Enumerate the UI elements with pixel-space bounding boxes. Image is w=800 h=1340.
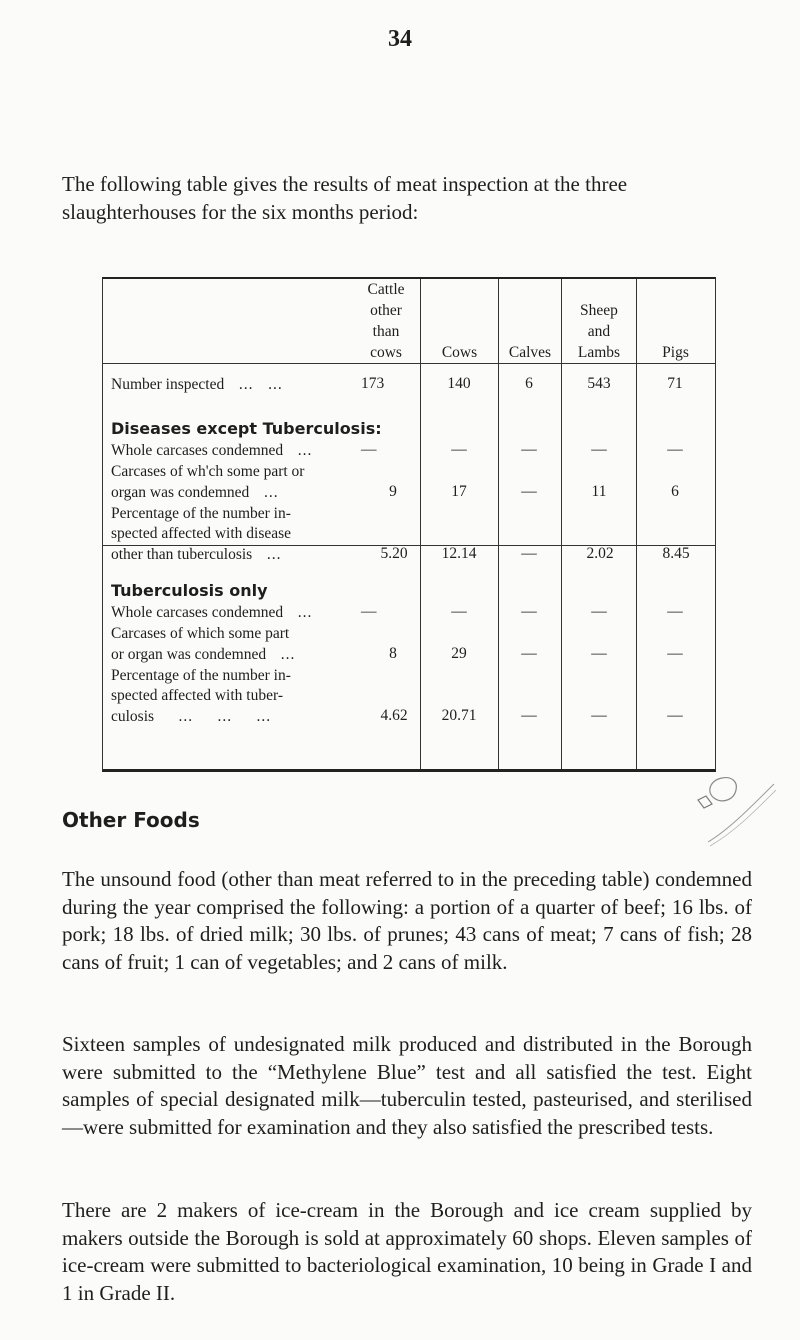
- row-label: [111, 545, 281, 565]
- row-label-number-inspected: [111, 375, 283, 395]
- meat-inspection-table: [102, 277, 716, 772]
- label-text: Whole carcases condemned: [111, 442, 284, 459]
- cell: —: [591, 441, 607, 458]
- section-title-diseases: Diseases except Tuberculosis:: [111, 419, 382, 438]
- leader-dots: ...: [266, 646, 296, 663]
- row-label: spected affected with disease: [111, 525, 292, 542]
- cell: 12.14: [441, 545, 477, 562]
- cell: —: [521, 603, 537, 620]
- page-number: 34: [388, 26, 412, 52]
- row-label: [111, 483, 279, 503]
- cell: —: [667, 441, 683, 458]
- cell: 173: [361, 375, 385, 392]
- cell: —: [521, 483, 537, 500]
- leader-dots: ...: [249, 484, 279, 501]
- label-text: Whole carcases condemned: [111, 604, 284, 621]
- cell: 20.71: [441, 707, 477, 724]
- cell: 5.20: [380, 545, 408, 562]
- cell: 140: [447, 375, 471, 392]
- row-label: [111, 707, 271, 727]
- cell: 71: [667, 375, 683, 392]
- label-text: Number inspected: [111, 376, 225, 393]
- label-text: or organ was condemned: [111, 646, 267, 663]
- cell: 4.62: [380, 707, 408, 724]
- leader-dots: ... ... ...: [154, 708, 272, 725]
- label-text: organ was condemned: [111, 484, 250, 501]
- cell: —: [521, 645, 537, 662]
- header-sheep: [562, 300, 636, 363]
- cell: 6: [671, 483, 679, 500]
- label-text: other than tuberculosis: [111, 546, 253, 563]
- cell: 9: [389, 483, 397, 500]
- header-cattle-line: Cattle: [367, 281, 405, 298]
- library-stamp-mark: [688, 770, 778, 850]
- row-label: Carcases of which some part: [111, 625, 290, 642]
- row-label: Percentage of the number in-: [111, 505, 291, 522]
- leader-dots: ... ...: [224, 376, 283, 393]
- header-pigs: Pigs: [662, 344, 689, 361]
- row-label: [111, 441, 312, 461]
- leader-dots: ...: [283, 442, 313, 459]
- header-sheep-line: Lambs: [577, 344, 621, 361]
- leader-dots: ...: [283, 604, 313, 621]
- header-cattle-line: other: [370, 302, 402, 319]
- section-title-tuberculosis: Tuberculosis only: [111, 581, 268, 600]
- header-rule: [103, 363, 715, 364]
- cell: —: [591, 707, 607, 724]
- row-label: Carcases of wh'ch some part or: [111, 463, 305, 480]
- header-cattle-line: cows: [370, 344, 402, 361]
- cell: 8: [389, 645, 397, 662]
- row-label: [111, 645, 295, 665]
- header-cattle: [353, 279, 419, 363]
- cell: —: [667, 603, 683, 620]
- cell: —: [667, 707, 683, 724]
- intro-text: The following table gives the results of meat inspection at the three slaughterhouses for the six months period:: [62, 172, 628, 224]
- cell: —: [521, 441, 537, 458]
- cell: 8.45: [662, 545, 690, 562]
- other-foods-heading: Other Foods: [62, 808, 200, 832]
- cell: —: [451, 441, 467, 458]
- cell: —: [667, 645, 683, 662]
- row-label: Percentage of the number in-: [111, 667, 291, 684]
- cell: —: [451, 603, 467, 620]
- header-cattle-line: than: [372, 323, 400, 340]
- cell: 29: [451, 645, 467, 662]
- leader-dots: ...: [252, 546, 282, 563]
- paragraph-ice-cream: There are 2 makers of ice-cream in the Borough and ice cream supplied by makers outside the Borough is sold at approximately 60 shops. Eleven samples of ice-cream were submitted to bacteriological examination, 10 being in Grade I and 1 in Grade II.: [62, 1198, 752, 1305]
- cell: 17: [451, 483, 467, 500]
- cell: —: [521, 707, 537, 724]
- cell: —: [361, 603, 377, 620]
- paragraph-milk-samples: Sixteen samples of undesignated milk produced and distributed in the Borough were submitted to the “Methylene Blue” test and all satisfied the test. Eight samples of special designated milk—tuberculin tested, pasteurised, and sterilised —were submitted for examination and they also satisfied the prescribed tests.: [62, 1032, 752, 1139]
- row-label: spected affected with tuber-: [111, 687, 283, 704]
- cell: 6: [525, 375, 533, 392]
- header-sheep-line: and: [587, 323, 611, 340]
- paragraph-unsound-food: The unsound food (other than meat referred to in the preceding table) condemned during the year comprised the following: a portion of a quarter of beef; 16 lbs. of pork; 18 lbs. of dried milk; 30 lbs. of prunes; 43 cans of meat; 7 cans of fish; 28 cans of fruit; 1 can of vegetables; and 2 cans of milk.: [62, 867, 752, 974]
- header-calves: Calves: [508, 344, 552, 361]
- label-text: culosis: [111, 708, 155, 725]
- cell: 2.02: [586, 545, 614, 562]
- header-cows: Cows: [441, 344, 478, 361]
- cell: —: [591, 645, 607, 662]
- cell: —: [361, 441, 377, 458]
- header-sheep-line: Sheep: [580, 302, 618, 319]
- cell: —: [521, 545, 537, 562]
- row-label: [111, 603, 312, 623]
- cell: 11: [591, 483, 607, 500]
- cell: 543: [587, 375, 611, 392]
- cell: —: [591, 603, 607, 620]
